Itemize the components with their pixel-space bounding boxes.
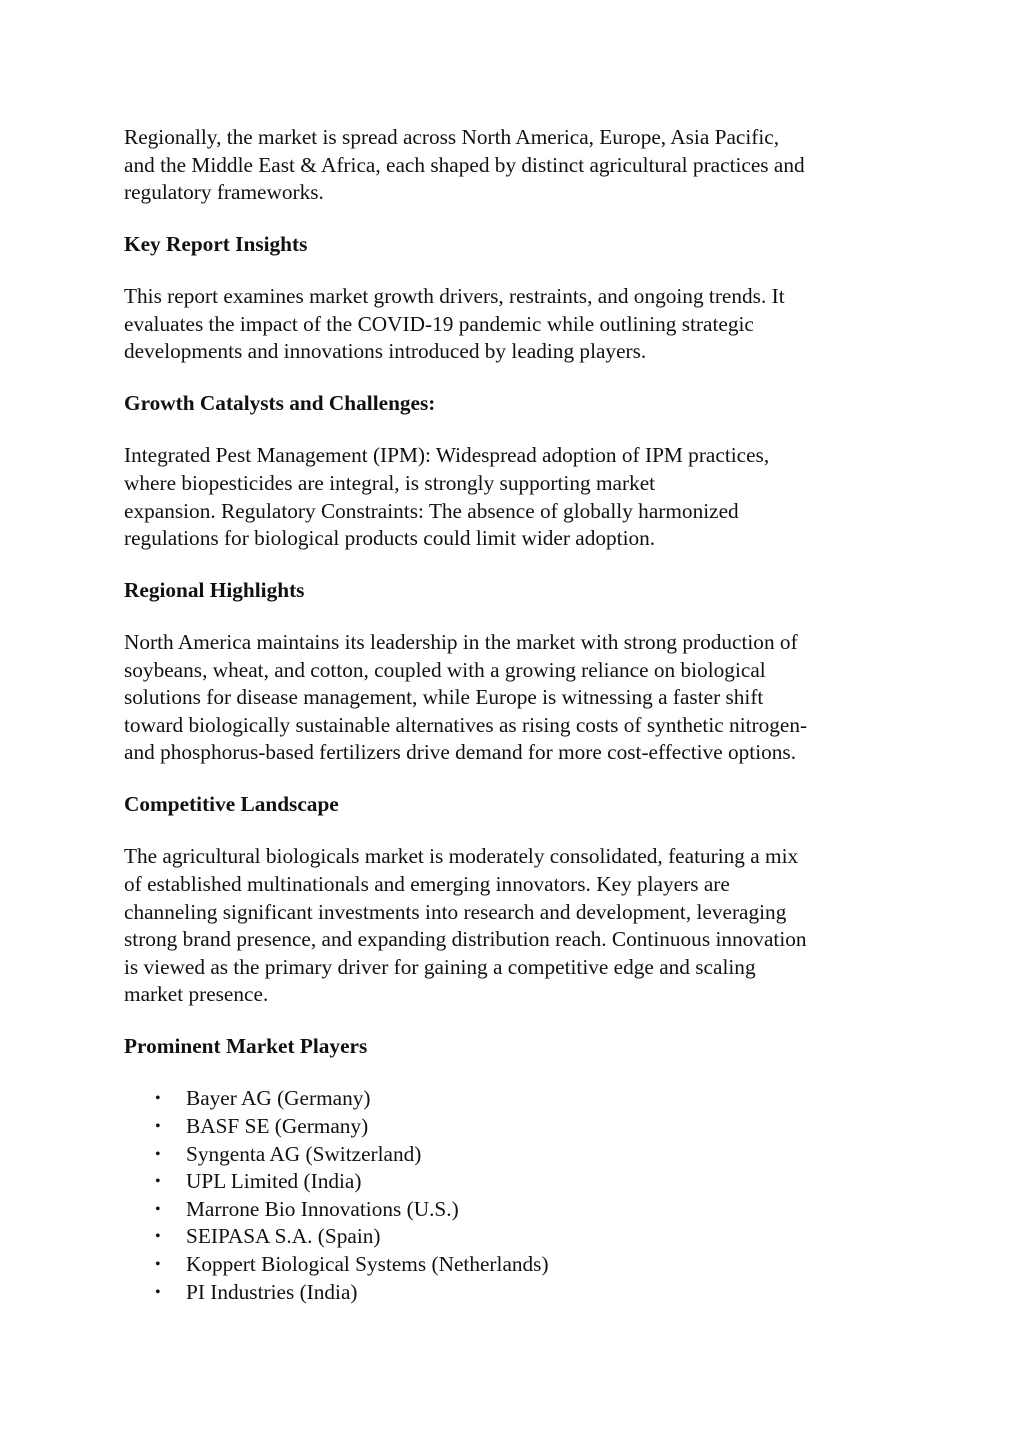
- player-name: UPL Limited (India): [186, 1169, 362, 1194]
- player-name: Koppert Biological Systems (Netherlands): [186, 1251, 549, 1276]
- list-item: [124, 1279, 914, 1307]
- regional-heading: Regional Highlights: [124, 578, 305, 603]
- key-insights-heading: Key Report Insights: [124, 232, 308, 257]
- player-name: PI Industries (India): [186, 1279, 358, 1304]
- bullet-icon: •: [155, 1283, 161, 1301]
- bullet-icon: •: [155, 1255, 161, 1273]
- players-list: [124, 1085, 914, 1306]
- bullet-icon: •: [155, 1145, 161, 1163]
- list-item: [124, 1085, 914, 1113]
- list-item: [124, 1168, 914, 1196]
- competitive-paragraph: The agricultural biologicals market is moderately consolidated, featuring a mix of established multinationals and emerging innovators. Key players are channeling significant investments into research and development, leveraging strong brand presence, and expanding distribution reach. Continuous innovation is viewed as the primary driver for gaining a competitive edge and scaling market presence.: [124, 844, 807, 1007]
- player-name: Marrone Bio Innovations (U.S.): [186, 1196, 459, 1221]
- player-name: SEIPASA S.A. (Spain): [186, 1224, 381, 1249]
- list-item: [124, 1251, 914, 1279]
- key-insights-paragraph: This report examines market growth drivers, restraints, and ongoing trends. It evaluates the impact of the COVID-19 pandemic while outlining strategic developments and innovations introduced by leading players.: [124, 284, 785, 364]
- list-item: [124, 1223, 914, 1251]
- bullet-icon: •: [155, 1173, 161, 1191]
- player-name: Bayer AG (Germany): [186, 1086, 371, 1111]
- growth-paragraph: Integrated Pest Management (IPM): Widespread adoption of IPM practices, where biopesticides are integral, is strongly supporting market expansion. Regulatory Constraints: The absence of globally harmonized regulations for biological products could limit wider adoption.: [124, 443, 770, 551]
- intro-paragraph: Regionally, the market is spread across North America, Europe, Asia Pacific, and the Middle East & Africa, each shaped by distinct agricultural practices and regulatory frameworks.: [124, 125, 805, 205]
- list-item: [124, 1113, 914, 1141]
- growth-heading: Growth Catalysts and Challenges:: [124, 391, 436, 416]
- player-name: Syngenta AG (Switzerland): [186, 1141, 422, 1166]
- bullet-icon: •: [155, 1228, 161, 1246]
- list-item: [124, 1196, 914, 1224]
- list-item: [124, 1141, 914, 1169]
- regional-paragraph: North America maintains its leadership in the market with strong production of soybeans, wheat, and cotton, coupled with a growing reliance on biological solutions for disease management, while Europe is witnessing a faster shift toward biologically sustainable alternatives as rising costs of synthetic nitrogen- and phosphorus-based fertilizers drive demand for more cost-effective options.: [124, 630, 808, 765]
- bullet-icon: •: [155, 1090, 161, 1108]
- player-name: BASF SE (Germany): [186, 1113, 369, 1138]
- competitive-heading: Competitive Landscape: [124, 792, 339, 817]
- bullet-icon: •: [155, 1200, 161, 1218]
- document-page: [124, 124, 914, 1306]
- players-heading: Prominent Market Players: [124, 1034, 368, 1059]
- bullet-icon: •: [155, 1117, 161, 1135]
